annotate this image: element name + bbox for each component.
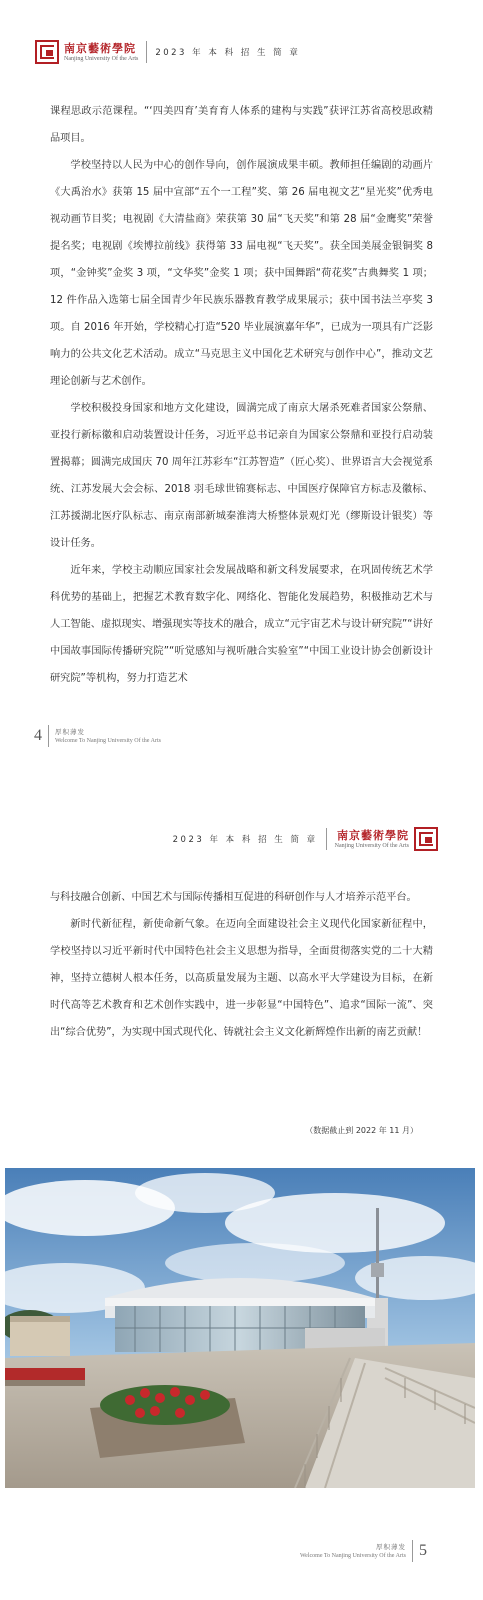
- university-seal-icon: [35, 40, 59, 64]
- logo-english: Nanjing University Of the Arts: [64, 55, 139, 62]
- paragraph: 学校坚持以人民为中心的创作导向，创作展演成果丰硕。教师担任编剧的动画片《大禹治水》获第 15 届中宣部“五个一工程”奖、第 26 届电视文艺“星光奖”优秀电视动画节目奖；电视剧《大清盐商》荣获第 30 届“飞天奖”和第 28 届“金鹰奖”荣誉提名奖；电视剧《埃博拉前线》获得第 33 届电视“飞天奖”。获全国美展金银铜奖 8 项，“金钟奖”金奖 3 项，“文华奖”金奖 1 项；获中国舞蹈“荷花奖”古典舞奖 1 项；12 件作品入选第七届全国青少年民族乐器教育教学成果展示；获中国书法兰亭奖 3 项。自 2016 年开始，学校精心打造“520 毕业展演嘉年华”，已成为一项具有广泛影响力的公共文化艺术活动。成立“马克思主义中国化艺术研究与创作中心”，推动文艺理论创新与艺术创作。: [50, 160, 433, 387]
- footer-motto: 厚积薄发: [55, 727, 85, 736]
- header-title: 2023 年 本 科 招 生 简 章: [155, 48, 301, 58]
- header-divider: [146, 41, 147, 63]
- page-footer: [300, 1540, 427, 1562]
- footer-welcome: Welcome To Nanjing University Of the Arts: [55, 737, 161, 744]
- page-4: [0, 0, 483, 780]
- page-4-body: [50, 98, 433, 692]
- footer-divider: [412, 1540, 413, 1562]
- page-5-body: [50, 884, 433, 1046]
- paragraph: 近年来，学校主动顺应国家社会发展战略和新文科发展要求，在巩固传统艺术学科优势的基础上，把握艺术教育数字化、网络化、智能化发展趋势，积极推动艺术与人工智能、虚拟现实、增强现实等技术的融合，成立“元宇宙艺术与设计研究院”“讲好中国故事国际传播研究院”“听觉感知与视听融合实验室”“中国工业设计协会创新设计研究院”等机构，努力打造艺术: [50, 565, 433, 684]
- paragraph: 课程思政示范课程。“‘四美四育’美育育人体系的建构与实践”获评江苏省高校思政精品项目。: [50, 106, 433, 144]
- page-number: 4: [34, 727, 42, 744]
- header-title: 2023 年 本 科 招 生 简 章: [172, 835, 318, 845]
- paragraph: 新时代新征程，新使命新气象。在迈向全面建设社会主义现代化国家新征程中，学校坚持以习近平新时代中国特色社会主义思想为指导，全面贯彻落实党的二十大精神，坚持立德树人根本任务，以高质量发展为主题、以高水平大学建设为目标，在新时代高等艺术教育和艺术创作实践中，进一步彰显“中国特色”、追求“国际一流”、突出“综合优势”，为实现中国式现代化、铸就社会主义文化新辉煌作出新的南艺贡献！: [50, 919, 433, 1038]
- university-logo: [335, 829, 409, 850]
- logo-chinese: 南京藝術學院: [64, 41, 136, 55]
- footer-welcome: Welcome To Nanjing University Of the Arts: [300, 1552, 406, 1559]
- paragraph: 与科技融合创新、中国艺术与国际传播相互促进的科研创作与人才培养示范平台。: [50, 892, 417, 903]
- page-header: [35, 35, 300, 69]
- logo-english: Nanjing University Of the Arts: [334, 842, 409, 849]
- university-logo: [64, 42, 138, 63]
- page-footer: [34, 725, 161, 747]
- paragraph: 学校积极投身国家和地方文化建设，圆满完成了南京大屠杀死难者国家公祭鼎、亚投行新标徽和启动装置设计任务，习近平总书记亲自为国家公祭鼎和亚投行启动装置揭幕；圆满完成国庆 70 周年江苏彩车“江苏智造”（匠心奖）、世界语言大会视觉系统、江苏发展大会会标、2018 羽毛球世锦赛标志、中国医疗保障官方标志及徽标、江苏援湖北医疗队标志、南京南部新城秦淮湾大桥整体景观灯光（缪斯设计银奖）等设计任务。: [50, 403, 433, 549]
- page-header: [173, 822, 438, 856]
- footer-divider: [48, 725, 49, 747]
- page-number: 5: [418, 1542, 427, 1559]
- campus-building-photo: [5, 1168, 475, 1488]
- footer-motto: 厚积薄发: [375, 1542, 406, 1551]
- data-cutoff-note: （数据截止到 2022 年 11 月）: [305, 1126, 418, 1135]
- logo-chinese: 南京藝術學院: [337, 828, 409, 842]
- header-divider: [326, 828, 327, 850]
- page-gap: [0, 780, 483, 822]
- university-seal-icon: [414, 827, 438, 851]
